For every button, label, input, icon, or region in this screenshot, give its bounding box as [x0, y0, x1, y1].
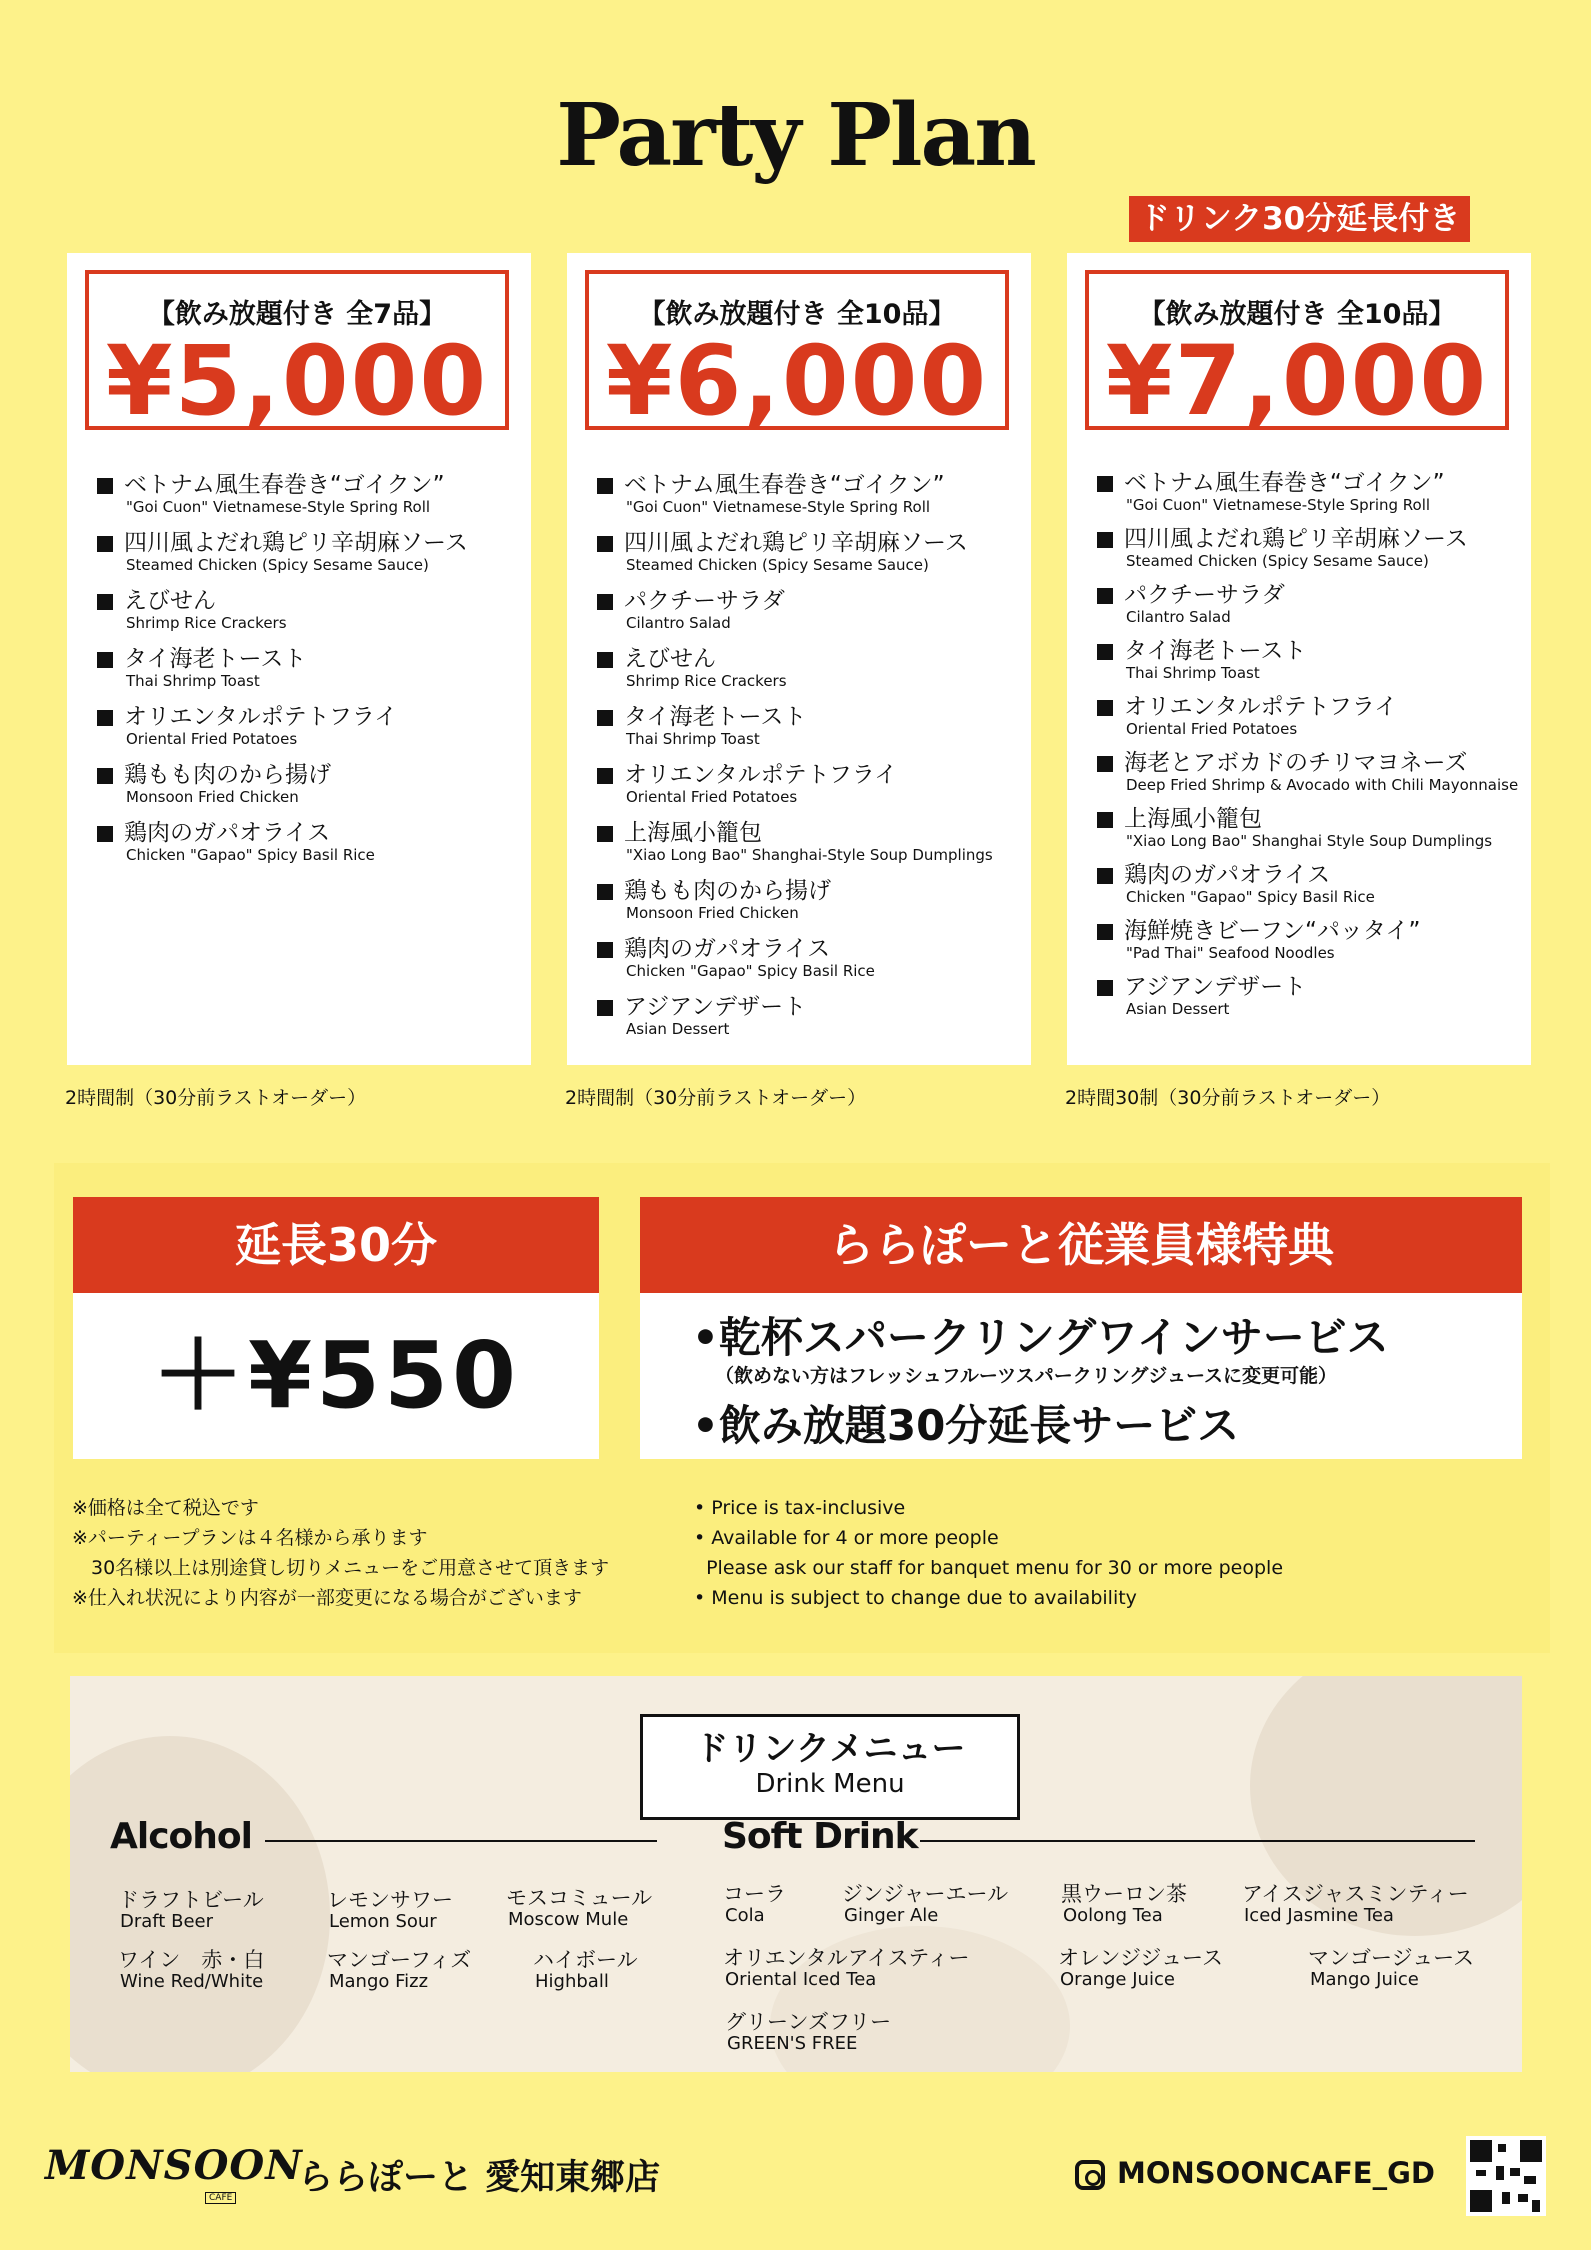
instagram-handle[interactable]: MONSOONCAFE_GD: [1117, 2156, 1435, 2190]
perk-line-2: •飲み放題30分延長サービス: [692, 1401, 1240, 1450]
plan-price: ¥7,000: [1105, 325, 1489, 437]
list-item: ベトナム風生春巻き“ゴイクン” "Goi Cuon" Vietnamese-Style Spring Roll: [97, 471, 523, 516]
employee-perk-body: [640, 1293, 1522, 1459]
drink-item: レモンサワー Lemon Sour: [327, 1888, 453, 1932]
list-item: 鶏もも肉のから揚げ Monsoon Fried Chicken: [597, 877, 1023, 922]
drink-menu-title: ドリンクメニュー Drink Menu: [640, 1714, 1020, 1820]
drink-extension-badge: ドリンク30分延長付き: [1129, 196, 1470, 242]
list-item: えびせん Shrimp Rice Crackers: [97, 587, 523, 632]
extension-header: 延長30分: [73, 1197, 599, 1293]
drink-item: アイスジャスミンティー Iced Jasmine Tea: [1242, 1882, 1469, 1926]
list-item: 四川風よだれ鶏ピリ辛胡麻ソース Steamed Chicken (Spicy Sesame Sauce): [597, 529, 1023, 574]
plan-card-6000: [567, 253, 1031, 1065]
list-item: オリエンタルポテトフライ Oriental Fried Potatoes: [97, 703, 523, 748]
list-item: ベトナム風生春巻き“ゴイクン” "Goi Cuon" Vietnamese-Style Spring Roll: [597, 471, 1023, 516]
top-band: [0, 0, 1591, 36]
list-item: パクチーサラダ Cilantro Salad: [597, 587, 1023, 632]
list-item: アジアンデザート Asian Dessert: [1097, 973, 1523, 1018]
course-list: [97, 471, 523, 877]
drink-item: オリエンタルアイスティー Oriental Iced Tea: [723, 1946, 970, 1990]
alcohol-title: Alcohol: [110, 1816, 252, 1857]
perk-sub-note: （飲めない方はフレッシュフルーツスパークリングジュースに変更可能）: [715, 1365, 1338, 1387]
store-name: ららぽーと 愛知東郷店: [298, 2158, 661, 2198]
plan-price: ¥6,000: [605, 325, 989, 437]
price-box: [85, 270, 509, 437]
price-box: [1085, 270, 1509, 437]
list-item: アジアンデザート Asian Dessert: [597, 993, 1023, 1038]
extension-price: ＋¥550: [73, 1293, 599, 1459]
course-list: [597, 471, 1023, 1051]
list-item: 四川風よだれ鶏ピリ辛胡麻ソース Steamed Chicken (Spicy Sesame Sauce): [97, 529, 523, 574]
list-item: 鶏肉のガパオライス Chicken "Gapao" Spicy Basil Rice: [1097, 861, 1523, 906]
drink-item: 黒ウーロン茶 Oolong Tea: [1061, 1882, 1187, 1926]
list-item: タイ海老トースト Thai Shrimp Toast: [1097, 637, 1523, 682]
drink-menu-panel: [70, 1676, 1522, 2072]
list-item: 四川風よだれ鶏ピリ辛胡麻ソース Steamed Chicken (Spicy Sesame Sauce): [1097, 525, 1523, 570]
list-item: 上海風小籠包 "Xiao Long Bao" Shanghai Style Soup Dumplings: [1097, 805, 1523, 850]
list-item: 上海風小籠包 "Xiao Long Bao" Shanghai-Style Soup Dumplings: [597, 819, 1023, 864]
list-item: 鶏肉のガパオライス Chicken "Gapao" Spicy Basil Rice: [597, 935, 1023, 980]
course-list: [1097, 469, 1523, 1029]
logo-cafe-tag: CAFE: [205, 2192, 236, 2204]
time-limit-note: 2時間30制（30分前ラストオーダー）: [1065, 1087, 1391, 1109]
footnotes-en: • Price is tax-inclusive • Available for 4 or more people Please ask our staff for banquet menu for 30 or more people • Menu is subject to change due to availability: [694, 1497, 1284, 1609]
list-item: えびせん Shrimp Rice Crackers: [597, 645, 1023, 690]
list-item: オリエンタルポテトフライ Oriental Fried Potatoes: [597, 761, 1023, 806]
soft-drink-title: Soft Drink: [722, 1816, 918, 1857]
page-title: Party Plan: [556, 85, 1035, 186]
list-item: オリエンタルポテトフライ Oriental Fried Potatoes: [1097, 693, 1523, 738]
time-limit-note: 2時間制（30分前ラストオーダー）: [565, 1087, 867, 1109]
drink-item: ドラフトビール Draft Beer: [118, 1888, 264, 1932]
footnotes-jp: ※価格は全て税込です ※パーティープランは４名様から承ります 30名様以上は別途貸し切りメニューをご用意させて頂きます ※仕入れ状況により内容が一部変更になる場合がございます: [72, 1497, 610, 1609]
drink-item: マンゴーフィズ Mango Fizz: [327, 1948, 472, 1992]
list-item: タイ海老トースト Thai Shrimp Toast: [597, 703, 1023, 748]
drink-item: コーラ Cola: [723, 1882, 786, 1926]
list-item: タイ海老トースト Thai Shrimp Toast: [97, 645, 523, 690]
list-item: ベトナム風生春巻き“ゴイクン” "Goi Cuon" Vietnamese-Style Spring Roll: [1097, 469, 1523, 514]
drink-item: モスコミュール Moscow Mule: [506, 1886, 653, 1930]
plan-card-7000: [1067, 253, 1531, 1065]
plan-header: 【飲み放題付き 全10品】: [638, 299, 956, 330]
qr-code-icon[interactable]: [1466, 2136, 1546, 2216]
perk-line-1: •乾杯スパークリングワインサービス: [692, 1313, 1389, 1362]
monsoon-logo: MONSOON: [45, 2142, 303, 2189]
drink-item: ハイボール Highball: [533, 1948, 638, 1992]
drink-item: ワイン 赤・白 Wine Red/White: [118, 1948, 265, 1992]
list-item: 海鮮焼きビーフン“パッタイ” "Pad Thai" Seafood Noodles: [1097, 917, 1523, 962]
divider: [265, 1840, 657, 1842]
drink-item: グリーンズフリー GREEN'S FREE: [725, 2010, 892, 2054]
instagram-icon: [1075, 2160, 1105, 2190]
price-box: [585, 270, 1009, 437]
divider: [920, 1840, 1475, 1842]
plan-header: 【飲み放題付き 全10品】: [1138, 299, 1456, 330]
drink-item: オレンジジュース Orange Juice: [1058, 1946, 1223, 1990]
list-item: 海老とアボカドのチリマヨネーズ Deep Fried Shrimp & Avocado with Chili Mayonnaise: [1097, 749, 1523, 794]
time-limit-note: 2時間制（30分前ラストオーダー）: [65, 1087, 367, 1109]
plan-price: ¥5,000: [105, 325, 489, 437]
list-item: 鶏もも肉のから揚げ Monsoon Fried Chicken: [97, 761, 523, 806]
plan-card-5000: [67, 253, 531, 1065]
drink-item: マンゴージュース Mango Juice: [1308, 1946, 1475, 1990]
list-item: パクチーサラダ Cilantro Salad: [1097, 581, 1523, 626]
employee-perk-header: ららぽーと従業員様特典: [640, 1197, 1522, 1293]
plan-header: 【飲み放題付き 全7品】: [147, 299, 447, 330]
drink-item: ジンジャーエール Ginger Ale: [842, 1882, 1009, 1926]
list-item: 鶏肉のガパオライス Chicken "Gapao" Spicy Basil Rice: [97, 819, 523, 864]
